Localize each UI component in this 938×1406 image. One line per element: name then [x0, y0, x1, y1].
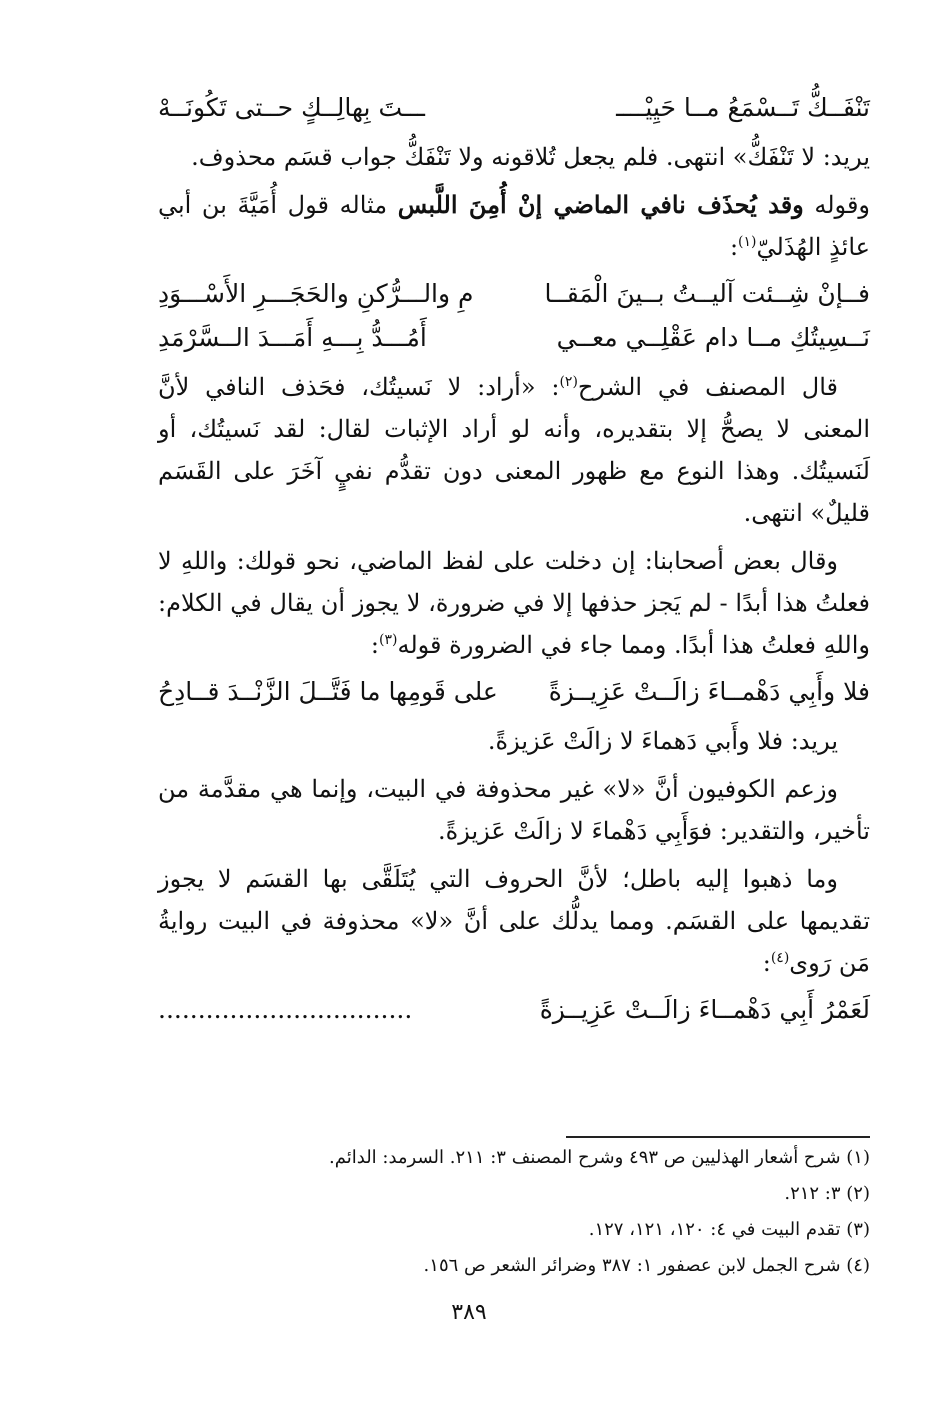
verse-5-first-hemistich: لَعَمْرُ أَبِي دَهْمــاءَ زالَــتْ عَزِيــزةً: [539, 995, 870, 1024]
footnote-ref-2: (٢): [559, 374, 578, 390]
footnote-2: (٢) ٣: ٢١٢.: [784, 1183, 870, 1204]
verse-1-second-hemistich: ـــتَ بِهالِــكٍ حــتى تَكُونَــهْ: [158, 93, 425, 122]
paragraph-3: [158, 366, 870, 534]
paragraph-7-text: وما ذهبوا إليه باطل؛ لأنَّ الحروف التي يُتَلَقَّى بها القسَم لا يجوز تقديمها على القسَم. ومما يدلُّك على أنَّ «لا» محذوفة في البيت روايةُ مَن رَوى: [158, 865, 870, 977]
footnote-separator: [566, 1136, 870, 1138]
footnote-3: (٣) تقدم البيت في ٤: ١٢٠، ١٢١، ١٢٧.: [588, 1219, 870, 1240]
paragraph-2: [158, 184, 870, 268]
paragraph-4: [158, 540, 870, 666]
footnote-ref-1: (١): [738, 234, 757, 250]
page-body: [158, 88, 870, 1034]
page-number: ٣٨٩: [451, 1300, 487, 1325]
verse-2-second-hemistich: مِ والـــرُّكنِ والحَجَـــرِ الأَسْـــوَدِ: [158, 279, 474, 308]
footnote-ref-4: (٤): [770, 950, 790, 966]
footnote-4: (٤) شرح الجمل لابن عصفور ١: ٣٨٧ وضرائر الشعر ص ١٥٦.: [423, 1255, 870, 1276]
paragraph-6: وزعم الكوفيون أنَّ «لا» غير محذوفة في البيت، وإنما هي مقدَّمة من تأخير، والتقدير: فوَأَبِي دَهْماءَ لا زالَتْ عَزيزةً.: [158, 775, 870, 845]
paragraph-7: [158, 858, 870, 984]
verse-1: [158, 88, 870, 132]
paragraph-4-end: :: [370, 631, 379, 659]
footnote-1: (١) شرح أشعار الهذليين ص ٤٩٣ وشرح المصنف ٣: ٢١١. السرمد: الدائم.: [329, 1147, 870, 1168]
verse-1-first-hemistich: تَنْفَــكُّ تَــسْمَعُ مــا حَيِيْــــ: [616, 93, 870, 122]
verse-3-first-hemistich: نَــسِيتُكِ مــا دام عَقْلِــي معــي: [556, 323, 870, 352]
paragraph-5: يريد: فلا وأَبي دَهماءَ لا زالَتْ عَزيزةً.: [487, 727, 838, 755]
verse-4: [158, 672, 870, 716]
paragraph-1: يريد: لا تَنْفَكُّ» انتهى. فلم يجعل تُلاقونه ولا تَنْفَكُّ جواب قسَم محذوف.: [191, 143, 870, 171]
verse-5: [158, 990, 870, 1034]
verse-5-elided-hemistich: ................................: [158, 995, 413, 1024]
paragraph-4-text: وقال بعض أصحابنا: إن دخلت على لفظ الماضي، نحو قولك: واللهِ لا فعلتُ هذا أبدًا - لم يَجز حذفها إلا في ضرورة، لا يجوز أن يقال في الكلام: واللهِ فعلتُ هذا أبدًا. ومما جاء في الضرورة قوله: [158, 547, 870, 659]
paragraph-2-text: مثاله قول أُمَيَّةَ بن أبي عائذٍ الهُذَليّ: [158, 191, 870, 261]
paragraph-2-lead: وقوله: [803, 191, 871, 219]
verse-3-second-hemistich: أَمُـــدُّ بِـــهِ أَمَـــدَ الــسَّرْمَدِ: [158, 323, 427, 352]
verse-2-first-hemistich: فــإنْ شِــئت آليــتُ بــينَ الْمَقــا: [544, 279, 870, 308]
footnotes: [158, 1140, 870, 1284]
paragraph-3-text: : «أراد: لا نَسيتُك، فحَذف النافي لأنَّ المعنى لا يصحُّ إلا بتقديره، وأنه لو أراد الإثبات لقال: لقد نَسيتُك، أو لَنَسيتُك. وهذا النوع مع ظهور المعنى دون تقدُّم نفيٍ آخَرَ على القَسَم قليلٌ» انتهى.: [158, 373, 870, 527]
verse-3: [158, 318, 870, 362]
verse-2: [158, 274, 870, 318]
paragraph-2-bold-quote: وقد يُحذَف نافي الماضي إنْ أُمِنَ اللَّبس: [397, 190, 804, 219]
paragraph-2-end: :: [729, 233, 739, 261]
paragraph-3-lead: قال المصنف في الشرح: [577, 373, 838, 401]
paragraph-7-end: :: [762, 949, 771, 977]
verse-4-second-hemistich: على قَومِها ما فَتَّــلَ الزَّنْــدَ قــادِحُ: [158, 677, 498, 706]
verse-4-first-hemistich: فلا وأَبِي دَهْمــاءَ زالَــتْ عَزِيــزةً: [548, 677, 870, 706]
footnote-ref-3: (٣): [379, 632, 398, 648]
